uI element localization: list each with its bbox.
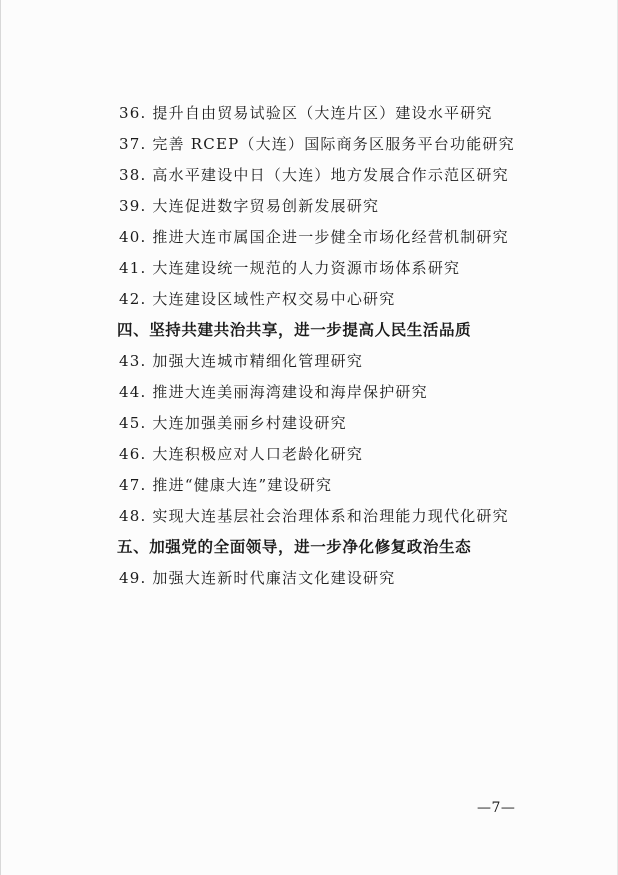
list-item: 44. 推进大连美丽海湾建设和海岸保护研究 bbox=[119, 383, 428, 401]
list-item: 48. 实现大连基层社会治理体系和治理能力现代化研究 bbox=[119, 507, 509, 525]
list-item: 42. 大连建设区域性产权交易中心研究 bbox=[119, 290, 396, 308]
list-item: 37. 完善 RCEP（大连）国际商务区服务平台功能研究 bbox=[119, 135, 515, 153]
list-item: 38. 高水平建设中日（大连）地方发展合作示范区研究 bbox=[119, 166, 509, 184]
list-item: 49. 加强大连新时代廉洁文化建设研究 bbox=[119, 569, 396, 587]
page-number: —7— bbox=[477, 800, 516, 816]
list-item: 41. 大连建设统一规范的人力资源市场体系研究 bbox=[119, 259, 461, 277]
list-item: 43. 加强大连城市精细化管理研究 bbox=[119, 352, 364, 370]
list-item: 47. 推进“健康大连”建设研究 bbox=[119, 476, 333, 494]
section-heading: 五、加强党的全面领导，进一步净化修复政治生态 bbox=[117, 538, 472, 556]
section-heading: 四、坚持共建共治共享，进一步提高人民生活品质 bbox=[117, 321, 472, 339]
list-item: 36. 提升自由贸易试验区（大连片区）建设水平研究 bbox=[119, 104, 493, 122]
document-body bbox=[119, 98, 559, 594]
list-item: 39. 大连促进数字贸易创新发展研究 bbox=[119, 197, 380, 215]
list-item: 46. 大连积极应对人口老龄化研究 bbox=[119, 445, 364, 463]
list-item: 40. 推进大连市属国企进一步健全市场化经营机制研究 bbox=[119, 228, 509, 246]
list-item: 45. 大连加强美丽乡村建设研究 bbox=[119, 414, 347, 432]
